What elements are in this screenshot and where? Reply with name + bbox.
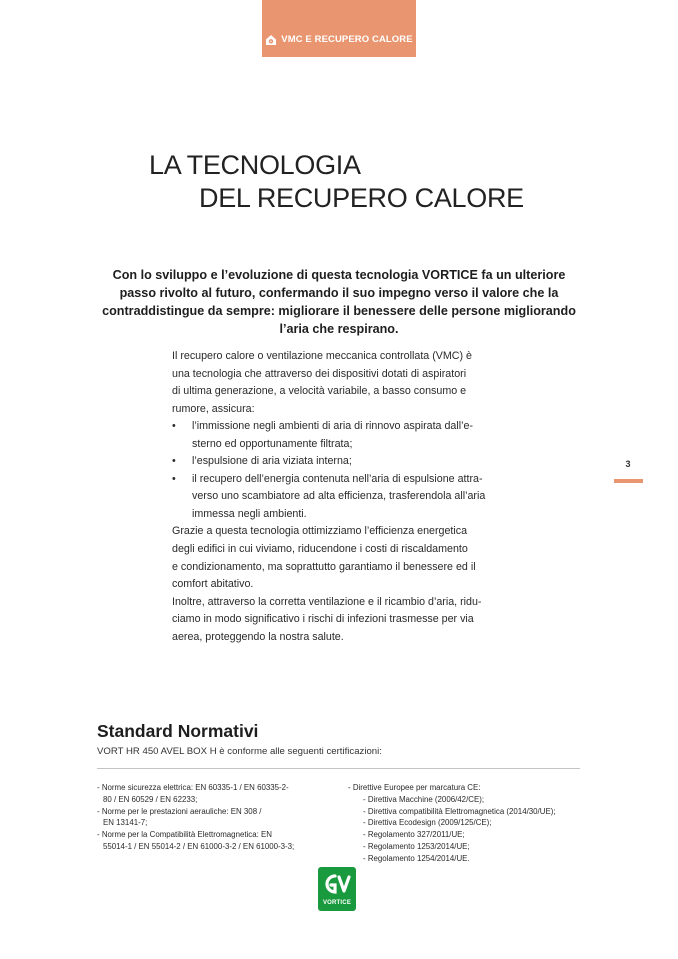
bullet-text: verso uno scambiatore ad alta efficienza, trasferendola all’aria [192, 490, 486, 503]
bullet-continuation [172, 488, 502, 506]
vortice-logo [318, 867, 356, 911]
body-line: ciamo in modo significativo i rischi di infezioni trasmesse per via [172, 613, 474, 626]
vortice-logo-text: VORTICE [322, 900, 352, 906]
standard-line: - Regolamento 1253/2014/UE; [363, 841, 470, 851]
body-line: comfort abitativo. [172, 578, 254, 591]
bullet-text: il recupero dell’energia contenuta nell’aria di espulsione attra- [192, 472, 483, 485]
body-line: Inoltre, attraverso la corretta ventilazione e il ricambio d’aria, ridu- [172, 595, 482, 608]
body-line: e condizionamento, ma soprattutto garantiamo il benessere ed il [172, 560, 476, 573]
section-header-tab [262, 0, 416, 57]
standards-divider [97, 768, 580, 769]
bullet-dot: • [172, 455, 176, 468]
standard-line: EN 13141-7; [103, 818, 148, 828]
body-line: aerea, proteggendo la nostra salute. [172, 630, 344, 643]
bullet-text: immessa negli ambienti. [192, 507, 307, 520]
standard-line: - Norme per la Compatibilità Elettromagnetica: EN [97, 830, 272, 840]
section-header-label: VMC E RECUPERO CALORE [281, 34, 413, 45]
page-number: 3 [625, 459, 631, 469]
bullet-item [172, 453, 502, 471]
lead-paragraph [100, 266, 578, 338]
lead-line: passo rivolto al futuro, confermando il suo impegno verso il valore che la [119, 286, 559, 300]
bullet-continuation [172, 436, 502, 454]
body-line: di ultima generazione, a velocità variabile, a basso consumo e [172, 385, 467, 398]
page-title-line-2: DEL RECUPERO CALORE [199, 183, 524, 213]
vortice-logo-mark-icon [322, 870, 352, 898]
body-line: Il recupero calore o ventilazione meccanica controllata (VMC) è [172, 350, 472, 362]
bullet-dot: • [172, 472, 176, 485]
bullet-continuation [172, 506, 502, 524]
bullet-text: l’immissione negli ambienti di aria di rinnovo aspirata dall’e- [192, 420, 473, 433]
standard-line: - Direttiva Ecodesign (2009/125/CE); [363, 818, 492, 828]
standard-line: 55014-1 / EN 55014-2 / EN 61000-3-2 / EN 61000-3-3; [103, 841, 295, 851]
standard-line: - Direttive Europee per marcatura CE: [348, 783, 481, 792]
body-line: Grazie a questa tecnologia ottimizziamo l’efficienza energetica [172, 525, 468, 538]
bullet-text: sterno ed opportunamente filtrata; [192, 437, 353, 450]
standards-title: Standard Normativi [97, 721, 259, 741]
body-line: una tecnologia che attraverso dei dispositivi dotati di aspiratori [172, 367, 467, 380]
bullet-item [172, 471, 502, 489]
standards-left-column [97, 782, 294, 853]
bullet-text: l’espulsione di aria viziata interna; [192, 455, 352, 468]
standard-line: - Norme per le prestazioni aerauliche: EN 308 / [97, 806, 262, 816]
standard-line: - Direttiva compatibilità Elettromagnetica (2014/30/UE); [363, 806, 556, 816]
bullet-item [172, 418, 502, 436]
standards-right-column [348, 782, 556, 865]
bullet-dot: • [172, 420, 176, 433]
body-line: degli edifici in cui viviamo, riducendone i costi di riscaldamento [172, 543, 468, 556]
house-fan-icon [265, 33, 277, 45]
standard-line: - Norme sicurezza elettrica: EN 60335-1 / EN 60335-2- [97, 783, 289, 792]
lead-line: contraddistingue da sempre: migliorare il benessere delle persone migliorando [102, 304, 576, 318]
lead-line: l’aria che respirano. [279, 322, 399, 336]
body-line: rumore, assicura: [172, 402, 255, 415]
standard-line: 80 / EN 60529 / EN 62233; [103, 794, 198, 804]
page-number-accent-bar [614, 479, 643, 483]
standard-line: - Direttiva Macchine (2006/42/CE); [363, 794, 485, 804]
standard-line: - Regolamento 1254/2014/UE. [363, 853, 470, 863]
body-paragraph [172, 348, 502, 646]
page-title-line-1: LA TECNOLOGIA [149, 150, 361, 180]
lead-line: Con lo sviluppo e l’evoluzione di questa tecnologia VORTICE fa un ulteriore [112, 268, 566, 282]
standards-subtitle: VORT HR 450 AVEL BOX H è conforme alle seguenti certificazioni: [97, 746, 382, 757]
standard-line: - Regolamento 327/2011/UE; [363, 830, 465, 840]
